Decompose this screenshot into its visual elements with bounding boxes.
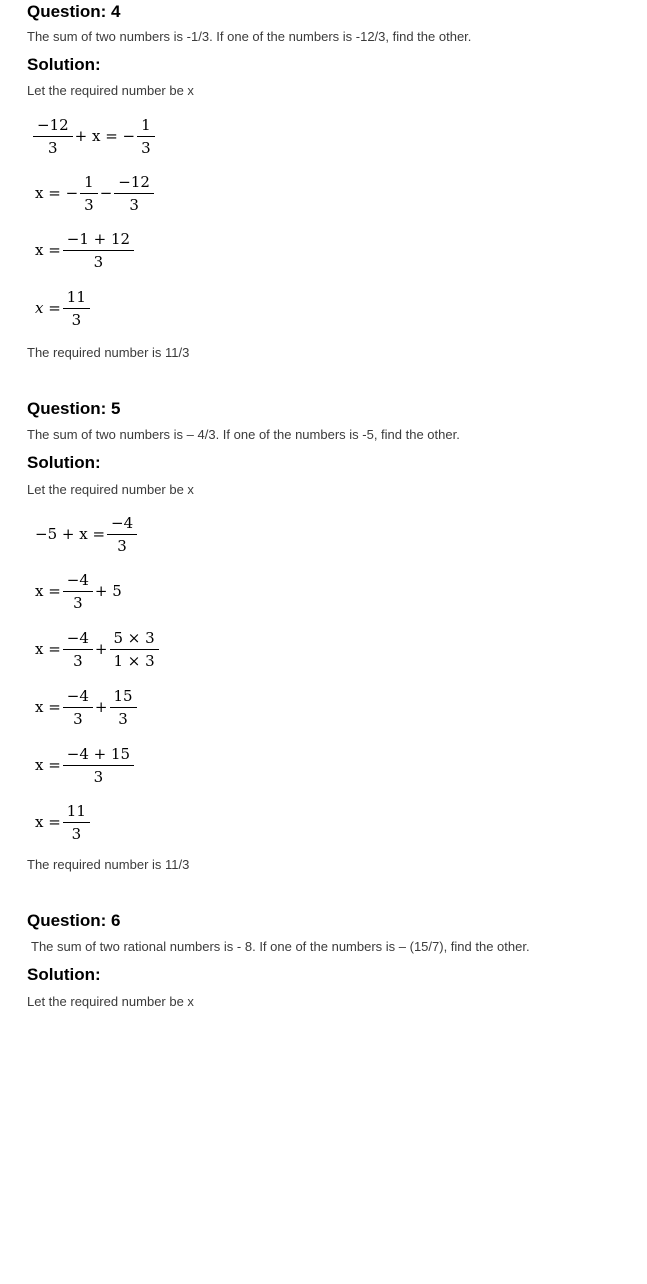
q5-equation-4: x = $\frac{-4}{3}$ + $\frac{15}{3}$ xyxy=(33,682,137,732)
question-5-text: The sum of two numbers is – 4/3. If one of the numbers is -5, find the other. xyxy=(27,427,460,442)
fraction: $\frac{11}{3}$ xyxy=(65,286,88,331)
fraction: $\frac{-1 + 12}{3}$ xyxy=(65,228,132,273)
fraction: $\frac{-12}{3}$ xyxy=(116,171,152,216)
fraction: $\frac{-12}{3}$ xyxy=(35,114,71,159)
solution-5-intro: Let the required number be x xyxy=(27,482,194,497)
q5-equation-6: x = $\frac{11}{3}$ xyxy=(33,797,90,847)
q4-conclusion: The required number is 11/3 xyxy=(27,345,190,360)
question-5-heading: Question: 5 xyxy=(27,399,121,418)
q4-equation-3: x = $\frac{-1 + 12}{3}$ xyxy=(33,225,134,275)
q5-equation-3: x = $\frac{-4}{3}$ + $\frac{5 \times 3}{1 \times 3}$ xyxy=(33,624,159,674)
q4-equation-2: x = − $\frac{1}{3}$ − $\frac{-12}{3}$ xyxy=(33,168,154,218)
solution-6-heading: Solution: xyxy=(27,965,101,984)
question-6-heading: Question: 6 xyxy=(27,911,121,930)
q5-equation-5: x = $\frac{-4 + 15}{3}$ xyxy=(33,740,134,790)
solution-4-intro: Let the required number be x xyxy=(27,83,194,98)
solution-5-heading: Solution: xyxy=(27,453,101,472)
solution-4-heading: Solution: xyxy=(27,55,101,74)
q5-equation-2: x = $\frac{-4}{3}$ + 5 xyxy=(35,570,122,612)
q5-conclusion: The required number is 11/3 xyxy=(27,857,190,872)
fraction: $\frac{5 \times 3}{1 \times 3}$ xyxy=(112,627,157,672)
question-6-text: The sum of two rational numbers is - 8. If one of the numbers is – (15/7), find the other. xyxy=(31,939,530,954)
fraction: $\frac{-4}{3}$ xyxy=(65,627,91,672)
q4-equation-4: x = $\frac{11}{3}$ xyxy=(33,283,90,333)
q4-equation-1: $\frac{-12}{3}$ + x = − $\frac{1}{3}$ xyxy=(33,111,155,161)
fraction: $\frac{-4}{3}$ xyxy=(109,512,135,557)
fraction: $\frac{1}{3}$ xyxy=(139,114,153,159)
fraction: $\frac{1}{3}$ xyxy=(82,171,96,216)
question-4-heading: Question: 4 xyxy=(27,2,121,21)
fraction: $\frac{-4}{3}$ xyxy=(65,569,91,614)
fraction: $\frac{15}{3}$ xyxy=(112,685,135,730)
fraction: $\frac{11}{3}$ xyxy=(65,800,88,845)
fraction: $\frac{-4 + 15}{3}$ xyxy=(65,743,132,788)
question-4-text: The sum of two numbers is -1/3. If one of the numbers is -12/3, find the other. xyxy=(27,29,472,44)
q5-equation-1: −5 + x = $\frac{-4}{3}$ xyxy=(33,509,137,559)
fraction: $\frac{-4}{3}$ xyxy=(65,685,91,730)
solution-6-intro: Let the required number be x xyxy=(27,994,194,1009)
